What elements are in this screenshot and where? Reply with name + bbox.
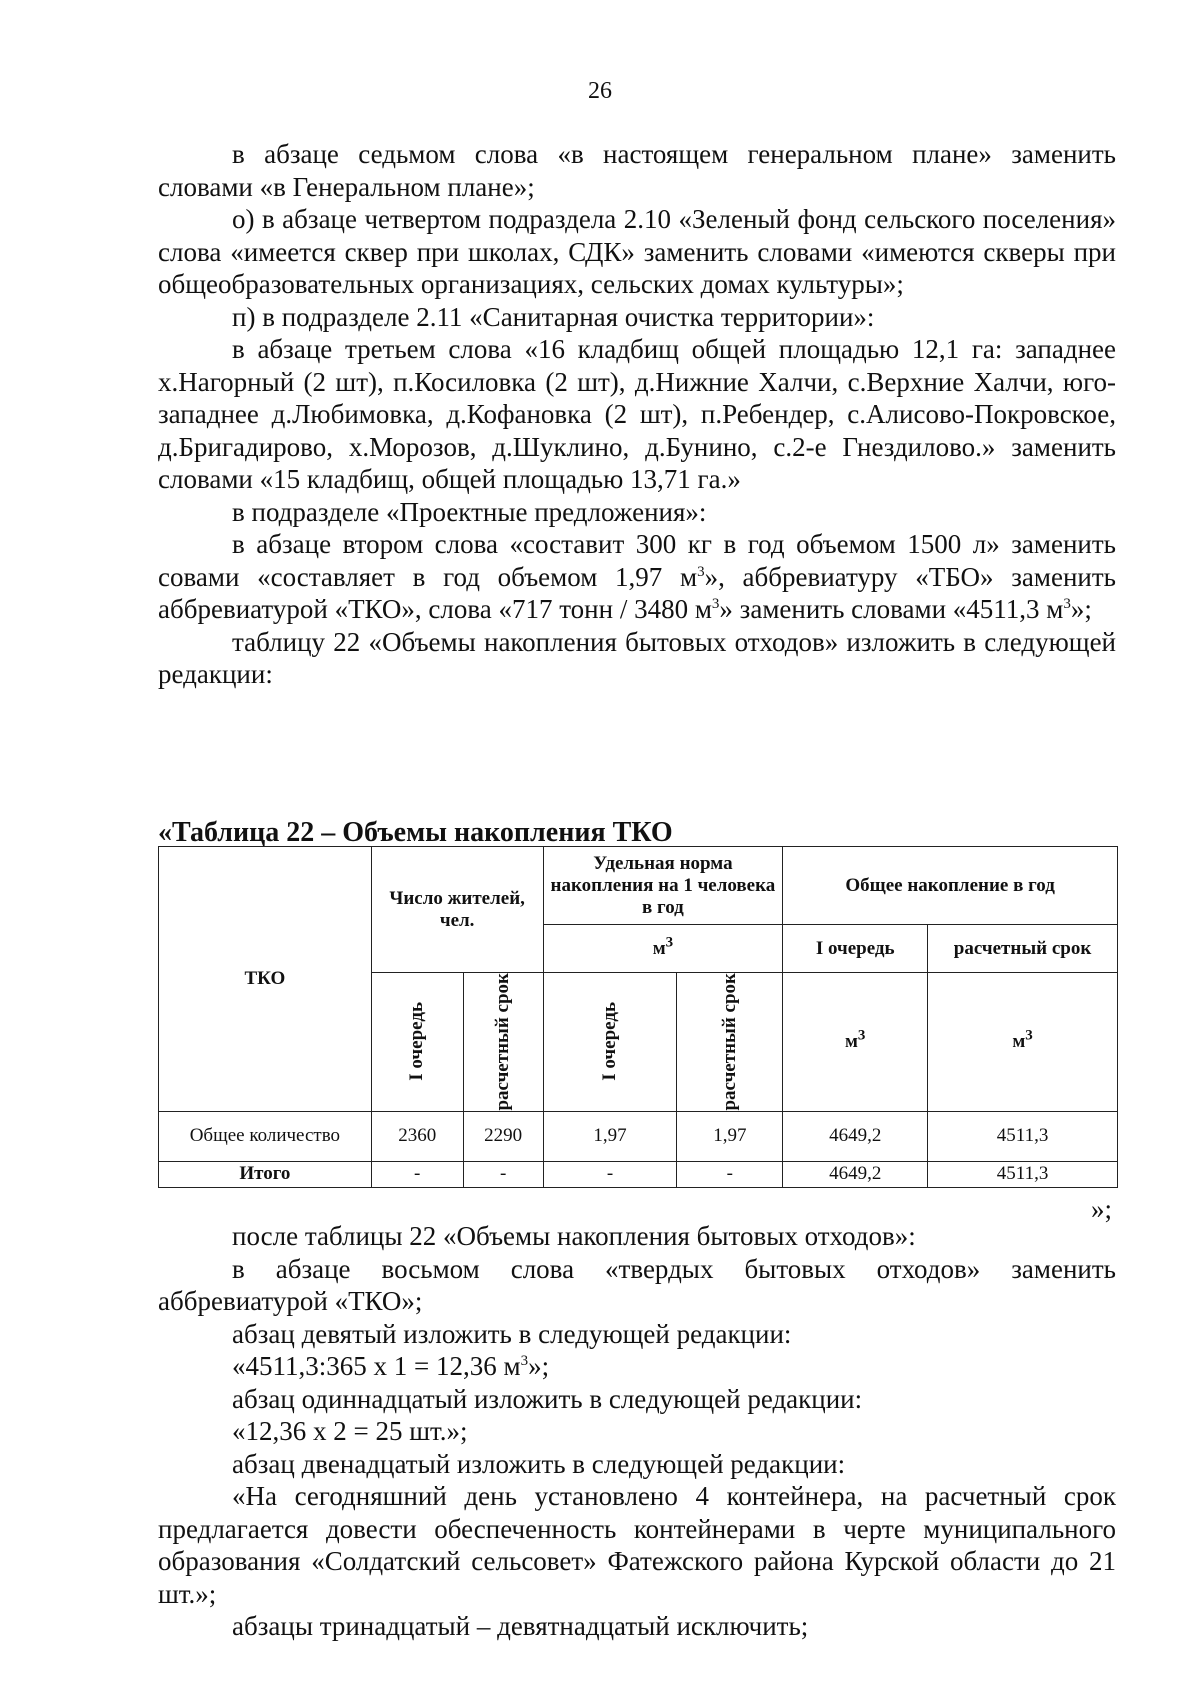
formula-two: «12,36 х 2 = 25 шт.»; xyxy=(232,1416,468,1446)
paragraph: в подразделе «Проектные предложения»: xyxy=(232,496,707,527)
page-number: 26 xyxy=(588,78,612,104)
superscript: 3 xyxy=(711,596,720,612)
cell: - xyxy=(371,1161,463,1187)
cell: 4511,3 xyxy=(928,1161,1118,1187)
cell: 2360 xyxy=(371,1111,463,1161)
cell: 4649,2 xyxy=(783,1161,928,1187)
paragraph: в абзаце третьем слова «16 кладбищ общей площадью 12,1 га: западнее х.Нагорный (2 шт), п.Косиловка (2 шт), д.Нижние Халчи, с.Верхние Халчи, юго-западнее д.Любимовка, д.Кофановка (2 шт), п.Ребендер, с.Алисово-Покровское, д.Бригадирово, х.Морозов, д.Шуклино, д.Бунино, с.2-е Гнездилово.» заменить словами «15 кладбищ, общей площадью 13,71 га.» xyxy=(158,334,1116,494)
paragraph: абзац одиннадцатый изложить в следующей редакции: xyxy=(232,1383,863,1414)
paragraph-volume xyxy=(158,528,1116,626)
paragraph: в абзаце седьмом слова «в настоящем генеральном плане» заменить словами «в Генеральном плане»; xyxy=(158,139,1116,202)
row-label: Итого xyxy=(159,1161,372,1187)
header-total-calc-period: расчетный срок xyxy=(928,925,1118,973)
cell: - xyxy=(463,1161,543,1187)
paragraph: абзац двенадцатый изложить в следующей редакции: xyxy=(232,1448,846,1479)
text-fragment: » заменить словами «4511,3 м xyxy=(719,594,1064,624)
cell: 4511,3 xyxy=(928,1111,1118,1161)
paragraph: абзац девятый изложить в следующей редакции: xyxy=(232,1318,792,1349)
header-total-first-stage: I очередь xyxy=(783,925,928,973)
header-norm: Удельная норма накопления на 1 человека в год xyxy=(543,847,783,925)
superscript: 3 xyxy=(697,563,705,580)
header-norm-unit: $м^3$ xyxy=(543,925,783,973)
cell: - xyxy=(677,1161,783,1187)
body-text-top xyxy=(158,138,1116,691)
cell: 1,97 xyxy=(677,1111,783,1161)
waste-volume-table xyxy=(158,846,1118,1188)
header-tko: ТКО xyxy=(159,847,372,1112)
text-fragment: »; xyxy=(1070,594,1092,624)
cell: - xyxy=(543,1161,677,1187)
superscript: 3 xyxy=(1063,596,1071,612)
header-residents-first-stage: I очередь xyxy=(371,973,463,1112)
header-residents-calc-period: расчетный срок xyxy=(463,973,543,1112)
paragraph: абзацы тринадцатый – девятнадцатый исключить; xyxy=(232,1611,809,1641)
table-row xyxy=(159,1111,1118,1161)
header-residents: Число жителей, чел. xyxy=(371,847,543,973)
header-total-calc-period-unit: $м^3$ xyxy=(928,973,1118,1112)
header-total: Общее накопление в год xyxy=(783,847,1118,925)
quote-containers: «На сегодняшний день установлено 4 контейнера, на расчетный срок предлагается довести обеспеченность контейнерами в черте муниципального образования «Солдатский сельсовет» Фатежского района Курской области до 21 шт.»; xyxy=(158,1481,1116,1609)
cell: 4649,2 xyxy=(783,1111,928,1161)
text-fragment: в абзаце втором слова «составит 300 кг в год объемом 1500 л» заменить совами «составляет в год объемом 1,97 м xyxy=(158,529,1116,592)
paragraph: о) в абзаце четвертом подраздела 2.10 «Зеленый фонд сельского поселения» слова «имеется сквер при школах, СДК» заменить словами «имеются скверы при общеобразовательных организациях, сельских домах культуры»; xyxy=(158,204,1116,299)
paragraph: после таблицы 22 «Объемы накопления бытовых отходов»: xyxy=(232,1221,916,1251)
paragraph: в абзаце восьмом слова «твердых бытовых отходов» заменить аббревиатурой «ТКО»; xyxy=(158,1253,1116,1316)
cell: 2290 xyxy=(463,1111,543,1161)
header-norm-calc-period: расчетный срок xyxy=(677,973,783,1112)
paragraph-table-intro: таблицу 22 «Объемы накопления бытовых отходов» изложить в следующей редакции: xyxy=(158,626,1116,689)
paragraph: п) в подразделе 2.11 «Санитарная очистка территории»: xyxy=(232,301,875,332)
text-fragment: », аббревиатуру «ТБО» заменить аббревиатурой «ТКО», слова «717 тонн / 3480 м xyxy=(158,561,1116,624)
body-text-bottom xyxy=(158,1220,1116,1643)
closing-quote: »; xyxy=(1090,1194,1112,1224)
formula-one: «4511,3:365 х 1 = 12,36 $м^3$»; xyxy=(232,1351,550,1381)
row-label: Общее количество xyxy=(159,1111,372,1161)
header-total-first-stage-unit: $м^3$ xyxy=(783,973,928,1112)
header-norm-first-stage: I очередь xyxy=(543,973,677,1112)
table-title: «Таблица 22 – Объемы накопления ТКО xyxy=(158,817,673,848)
cell: 1,97 xyxy=(543,1111,677,1161)
table-row-total xyxy=(159,1161,1118,1187)
